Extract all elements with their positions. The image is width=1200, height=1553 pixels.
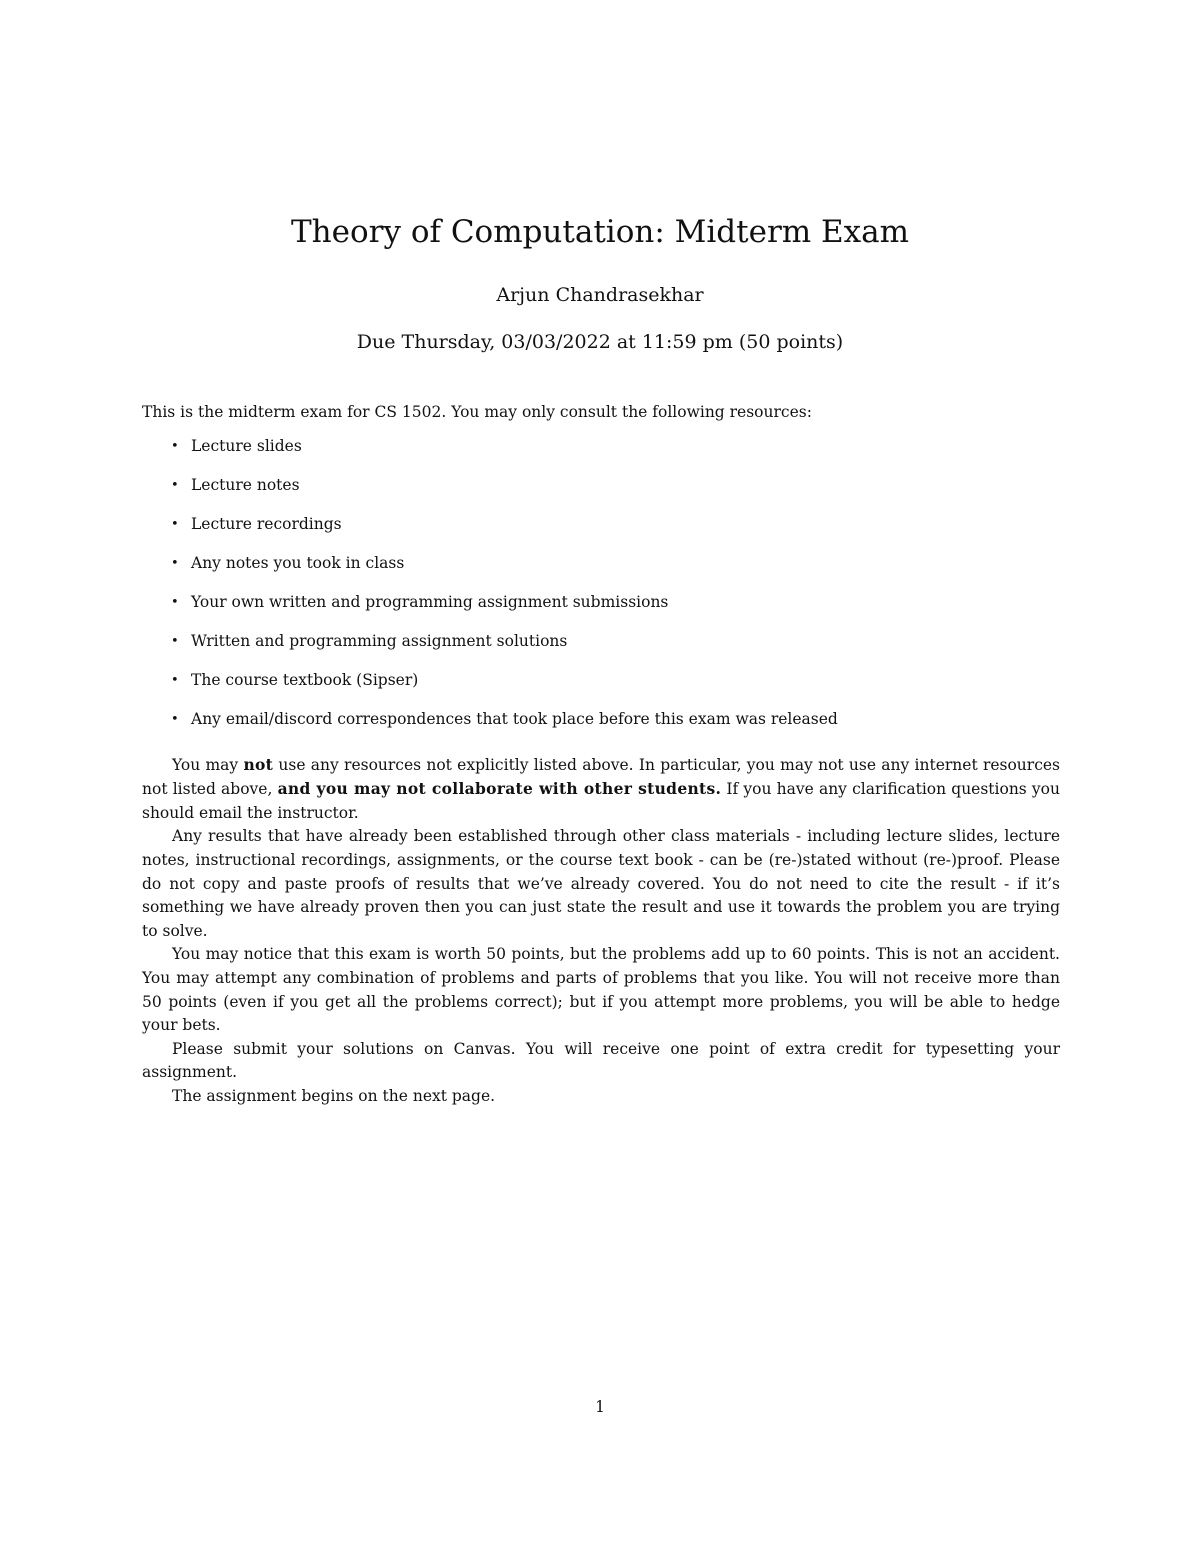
- bullet-icon: •: [171, 672, 179, 688]
- bullet-icon: •: [171, 594, 179, 610]
- results-paragraph: Any results that have already been established through other class materials - including lecture slides, lecture notes, instructional recordings, assignments, or the course text book - can be (re-)stated without (re-)proof. Please do not copy and paste proofs of results that we’ve already covered. You do not need to cite the result - if it’s something we have already proven then you can just state the result and use it towards the problem you are trying to solve.: [142, 827, 1060, 940]
- submission-paragraph: Please submit your solutions on Canvas. You will receive one point of extra credit for typesetting your assignment.: [142, 1039, 1060, 1082]
- page-number: 1: [595, 1398, 605, 1416]
- document-body: [142, 401, 1060, 1109]
- bullet-icon: •: [171, 555, 179, 571]
- intro-paragraph: This is the midterm exam for CS 1502. You may only consult the following resources:: [142, 403, 812, 421]
- bullet-icon: •: [171, 477, 179, 493]
- points-paragraph: You may notice that this exam is worth 50 points, but the problems add up to 60 points. This is not an accident. You may attempt any combination of problems and parts of problems that you like. You will not receive more than 50 points (even if you get all the problems correct); but if you attempt more problems, you will be able to hedge your bets.: [142, 945, 1060, 1035]
- list-item-text: Your own written and programming assignment submissions: [191, 592, 669, 611]
- list-item: [142, 708, 1060, 747]
- policy-text-start: You may: [172, 755, 244, 774]
- list-item: [142, 591, 1060, 630]
- list-item-text: Any email/discord correspondences that took place before this exam was released: [191, 709, 838, 728]
- list-item-text: Lecture recordings: [191, 514, 342, 533]
- list-item-text: Any notes you took in class: [191, 553, 405, 572]
- policy-text-end: If you have any clarification questions you should email the instructor.: [142, 780, 1060, 822]
- list-item: [142, 513, 1060, 552]
- list-item-text: Lecture slides: [191, 436, 302, 455]
- document-author: Arjun Chandrasekhar: [496, 284, 704, 306]
- bullet-icon: •: [171, 438, 179, 454]
- list-item: [142, 630, 1060, 669]
- list-item: [142, 435, 1060, 474]
- due-date: Due Thursday, 03/03/2022 at 11:59 pm (50 points): [356, 331, 844, 353]
- list-item-text: The course textbook (Sipser): [191, 670, 419, 689]
- policy-paragraph: [142, 753, 1060, 826]
- bullet-icon: •: [171, 633, 179, 649]
- list-item: [142, 552, 1060, 591]
- list-item-text: Lecture notes: [191, 475, 300, 494]
- collaboration-warning: and you may not collaborate with other students.: [277, 779, 722, 799]
- list-item-text: Written and programming assignment solutions: [191, 631, 568, 650]
- list-item: [142, 669, 1060, 708]
- next-page-paragraph: The assignment begins on the next page.: [172, 1086, 496, 1105]
- bullet-icon: •: [171, 711, 179, 727]
- bullet-icon: •: [171, 516, 179, 532]
- policy-text-middle: use any resources not explicitly listed above. In particular, you may not use any internet resources not listed above,: [142, 755, 1061, 799]
- emphasis-not: not: [243, 754, 274, 774]
- document-title: Theory of Computation: Midterm Exam: [290, 214, 910, 250]
- resource-list: [142, 435, 1060, 747]
- list-item: [142, 474, 1060, 513]
